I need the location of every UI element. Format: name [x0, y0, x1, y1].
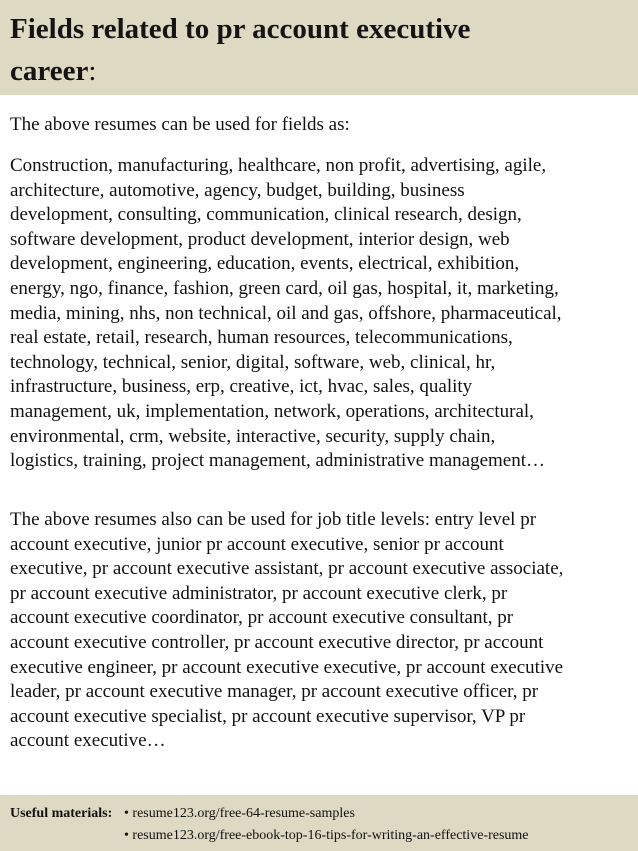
- fields-line: management, uk, implementation, network, operations, architectural,: [10, 400, 534, 422]
- job-levels-line: leader, pr account executive manager, pr account executive officer, pr: [10, 681, 539, 703]
- page-title: Fields related to pr account executive: [10, 13, 471, 45]
- fields-paragraph: [10, 154, 562, 474]
- job-levels-line: pr account executive administrator, pr account executive clerk, pr: [10, 582, 508, 604]
- job-levels-line: The above resumes also can be used for job title levels: entry level pr: [10, 509, 537, 530]
- title-banner: [0, 0, 638, 95]
- resume-samples-link[interactable]: • resume123.org/free-64-resume-samples: [124, 806, 355, 821]
- fields-line: technology, technical, senior, digital, software, web, clinical, hr,: [10, 351, 496, 373]
- fields-line: architecture, automotive, agency, budget, building, business: [10, 179, 465, 201]
- fields-line: environmental, crm, website, interactive, security, supply chain,: [10, 425, 496, 447]
- fields-line: real estate, retail, research, human resources, telecommunications,: [10, 327, 513, 349]
- fields-line: logistics, training, project management, administrative management…: [10, 450, 546, 472]
- fields-line: media, mining, nhs, non technical, oil and gas, offshore, pharmaceutical,: [10, 302, 562, 324]
- page-title-career: career: [10, 55, 89, 87]
- job-levels-line: account executive controller, pr account executive director, pr account: [10, 631, 544, 653]
- fields-intro: The above resumes can be used for fields as:: [10, 114, 350, 135]
- fields-line: infrastructure, business, erp, creative, ict, hvac, sales, quality: [10, 376, 473, 398]
- resume-tips-ebook-link[interactable]: • resume123.org/free-ebook-top-16-tips-for-writing-an-effective-resume: [124, 828, 529, 843]
- job-levels-line: account executive, junior pr account executive, senior pr account: [10, 533, 504, 555]
- fields-line: energy, ngo, finance, fashion, green card, oil gas, hospital, it, marketing,: [10, 277, 559, 299]
- job-levels-line: executive engineer, pr account executive executive, pr account executive: [10, 656, 564, 678]
- fields-line: software development, product development, interior design, web: [10, 228, 510, 250]
- job-levels-line: account executive…: [10, 730, 166, 752]
- job-levels-line: executive, pr account executive assistant, pr account executive associate,: [10, 558, 564, 580]
- useful-materials-footer: [0, 795, 638, 851]
- useful-materials-label: Useful materials:: [10, 806, 113, 821]
- job-levels-line: account executive specialist, pr account executive supervisor, VP pr: [10, 705, 526, 727]
- job-levels-line: account executive coordinator, pr account executive consultant, pr: [10, 607, 514, 629]
- job-levels-paragraph: [10, 508, 563, 754]
- fields-line: development, engineering, education, events, electrical, exhibition,: [10, 253, 520, 275]
- page-title-continued: [10, 54, 96, 88]
- fields-line: development, consulting, communication, clinical research, design,: [10, 204, 522, 226]
- page-title-colon: :: [88, 55, 97, 87]
- fields-line: Construction, manufacturing, healthcare, non profit, advertising, agile,: [10, 155, 547, 176]
